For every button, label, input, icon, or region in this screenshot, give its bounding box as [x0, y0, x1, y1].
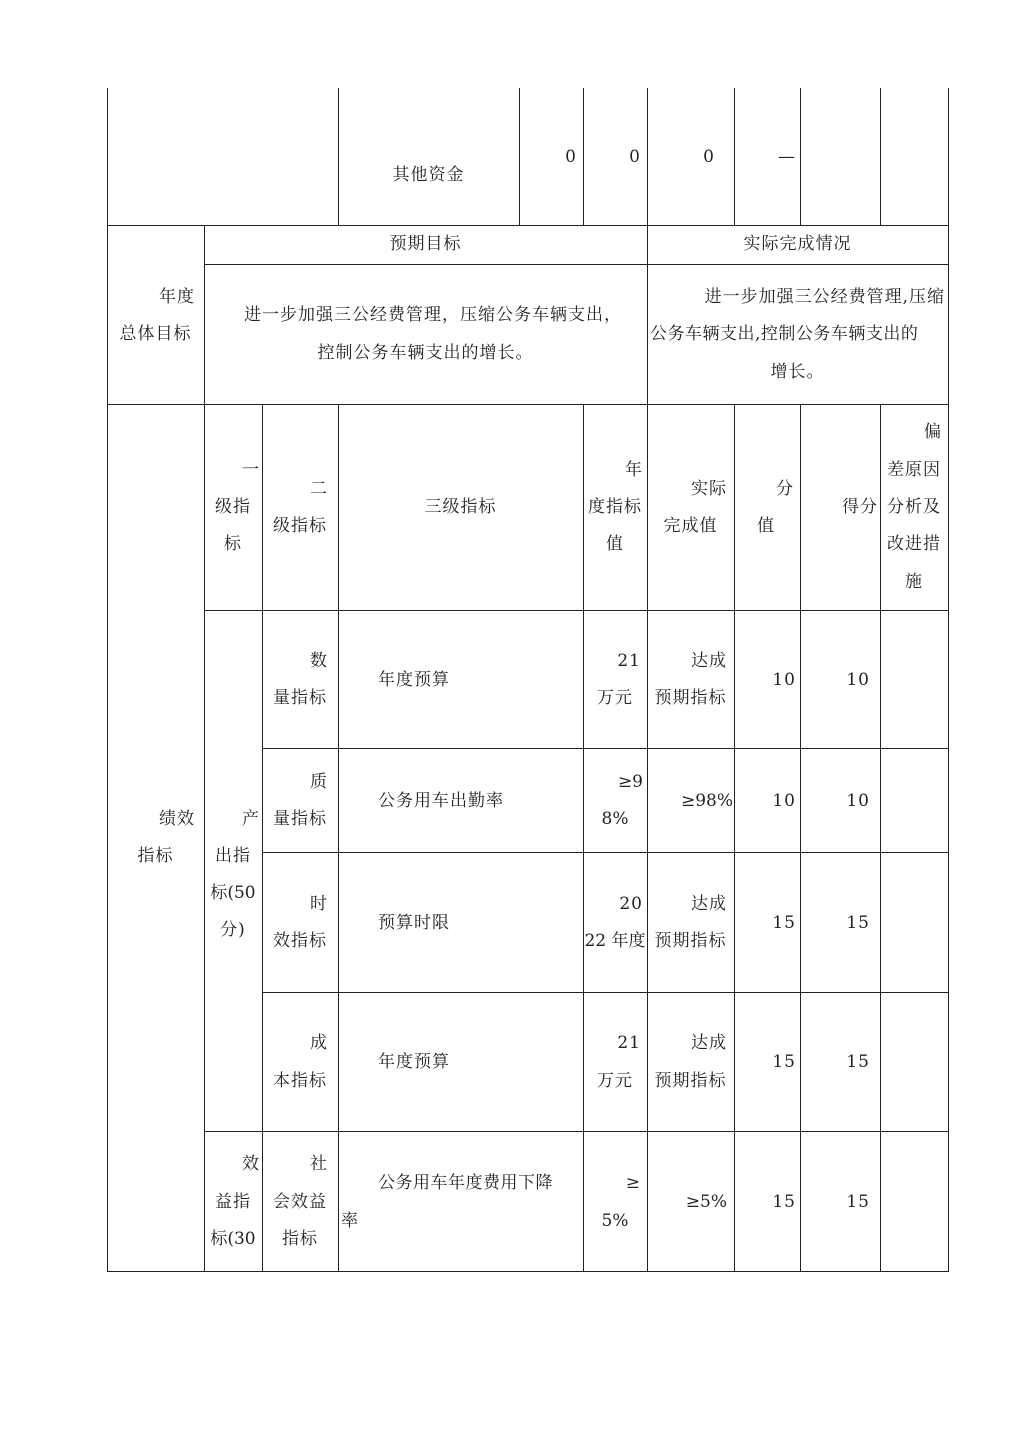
expected-text-2: 控制公务车辆支出的增长。 — [317, 343, 534, 363]
fund-label: 其他资金 — [392, 165, 465, 185]
header-score-value-2: 值 — [757, 516, 775, 536]
row5-level2-3: 指标 — [282, 1229, 318, 1249]
row3-score: 15 — [846, 913, 870, 933]
row4-actual-1: 达成 — [691, 1033, 727, 1053]
header-target-2: 度指标 — [588, 497, 642, 517]
row3-target-1: 20 — [619, 894, 643, 914]
header-deviation-2: 差原因 — [887, 460, 941, 480]
output-group-2: 出指 — [215, 846, 251, 866]
row5-value: 15 — [772, 1192, 796, 1212]
row4-value: 15 — [772, 1052, 796, 1072]
expected-header: 预期目标 — [389, 234, 462, 254]
row5-level2-2: 会效益 — [273, 1192, 327, 1212]
row5-level3-1: 公务用车年度费用下降 — [378, 1173, 553, 1193]
header-level3: 三级指标 — [424, 497, 497, 517]
row2-actual: ≥98% — [680, 791, 733, 811]
row1-level2-2: 量指标 — [273, 688, 327, 708]
row4-target-1: 21 — [617, 1033, 641, 1053]
row3-value: 15 — [772, 913, 796, 933]
expected-text-1: 进一步加强三公经费管理，压缩公务车辆支出， — [244, 305, 622, 325]
actual-text-3: 增长。 — [770, 362, 825, 382]
header-score: 得分 — [842, 497, 878, 517]
row4-target-2: 万元 — [597, 1071, 633, 1091]
row3-actual-2: 预期指标 — [654, 931, 727, 951]
fund-value-2: 0 — [629, 147, 641, 167]
row1-target-1: 21 — [617, 651, 641, 671]
row1-score: 10 — [846, 670, 870, 690]
performance-label-2: 指标 — [137, 846, 174, 866]
row4-level3: 年度预算 — [378, 1052, 450, 1072]
row4-level2-2: 本指标 — [273, 1071, 327, 1091]
row5-actual: ≥5% — [685, 1192, 727, 1212]
row4-score: 15 — [846, 1052, 870, 1072]
row2-level3: 公务用车出勤率 — [378, 791, 504, 811]
header-target-1: 年 — [625, 460, 643, 480]
fund-value-1: 0 — [565, 147, 577, 167]
actual-header: 实际完成情况 — [743, 234, 852, 254]
row5-score: 15 — [846, 1192, 870, 1212]
row5-level2-1: 社 — [310, 1154, 328, 1174]
row5-target-2: 5% — [601, 1211, 629, 1231]
header-target-3: 值 — [606, 534, 624, 554]
annual-goal-label-1: 年度 — [159, 287, 195, 307]
row2-level2-2: 量指标 — [273, 809, 327, 829]
fund-value-3: 0 — [703, 147, 715, 167]
row2-target-2: 8% — [601, 809, 629, 829]
row3-level3: 预算时限 — [378, 913, 450, 933]
row1-actual-1: 达成 — [691, 651, 727, 671]
header-deviation-4: 改进措 — [887, 534, 941, 554]
fund-value-4: — — [778, 147, 796, 167]
row1-target-2: 万元 — [597, 688, 633, 708]
row1-value: 10 — [772, 670, 796, 690]
header-level2-2: 级指标 — [273, 516, 327, 536]
header-score-value-1: 分 — [776, 479, 794, 499]
header-level1-3: 标 — [224, 534, 242, 554]
output-group-4: 分) — [220, 920, 246, 940]
row4-level2-1: 成 — [310, 1033, 328, 1053]
row5-level3-2: 率 — [341, 1211, 359, 1231]
row3-target-2: 22 年度 — [584, 931, 646, 951]
annual-goal-label-2: 总体目标 — [119, 324, 192, 344]
performance-label-1: 绩效 — [159, 809, 195, 829]
actual-text-2: 公务车辆支出,控制公务车辆支出的 — [650, 324, 919, 344]
row5-target-1: ≥ — [625, 1173, 641, 1193]
row1-level3: 年度预算 — [378, 670, 450, 690]
row1-actual-2: 预期指标 — [654, 688, 727, 708]
row3-actual-1: 达成 — [691, 894, 727, 914]
header-actual-1: 实际 — [691, 479, 727, 499]
benefit-group-2: 益指 — [215, 1192, 251, 1212]
row4-actual-2: 预期指标 — [654, 1071, 727, 1091]
row1-level2-1: 数 — [310, 651, 328, 671]
header-actual-2: 完成值 — [663, 516, 718, 536]
header-level1-2: 级指 — [215, 497, 251, 517]
row2-score: 10 — [846, 791, 870, 811]
row2-level2-1: 质 — [310, 772, 328, 792]
actual-text-1: 进一步加强三公经费管理,压缩 — [704, 287, 945, 307]
row2-target-1: ≥9 — [617, 772, 643, 792]
header-deviation-1: 偏 — [924, 422, 942, 442]
header-deviation-5: 施 — [905, 572, 923, 592]
benefit-group-1: 效 — [242, 1154, 260, 1174]
benefit-group-3: 标(30 — [210, 1229, 256, 1249]
header-deviation-3: 分析及 — [887, 497, 941, 517]
row3-level2-1: 时 — [310, 894, 328, 914]
row2-value: 10 — [772, 791, 796, 811]
header-level2-1: 二 — [310, 479, 328, 499]
output-group-3: 标(50 — [210, 883, 256, 903]
header-level1-1: 一 — [242, 460, 260, 480]
row3-level2-2: 效指标 — [273, 931, 327, 951]
output-group-1: 产 — [242, 809, 260, 829]
